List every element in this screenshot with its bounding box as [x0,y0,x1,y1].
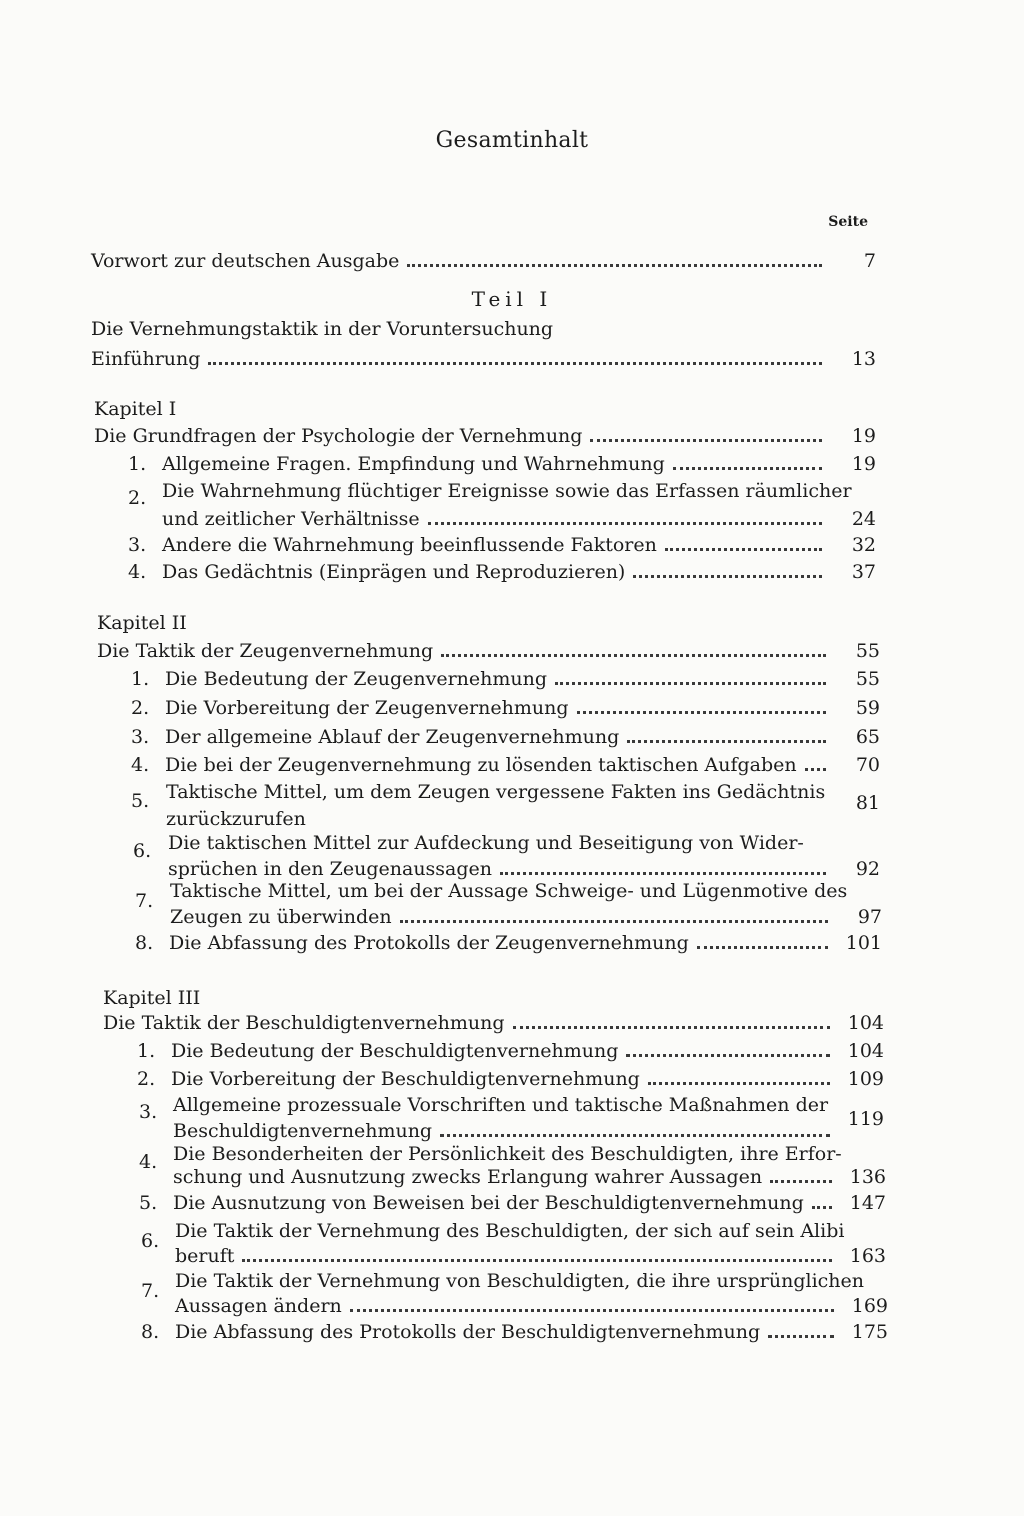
toc-item [141,1321,888,1343]
page-title: Gesamtinhalt [435,128,589,153]
toc-entry-text: Aussagen ändern [175,1295,342,1317]
toc-item [128,534,876,556]
toc-item [139,1192,886,1214]
toc-page-number: 104 [847,1012,884,1034]
toc-entry-text: zurückzurufen [166,808,306,830]
toc-entry-text: Die Vorbereitung der Zeugenvernehmung [165,697,569,719]
toc-page-number: 24 [851,508,876,530]
toc-page-number: 147 [849,1192,886,1214]
chapter-label: Kapitel III [103,987,201,1009]
toc-entry-text: Die Vorbereitung der Beschuldigtenvernehmung [171,1068,640,1090]
item-number: 4. [131,754,150,776]
leader-dots [440,1134,830,1137]
toc-item-number: 2. [128,487,147,509]
toc-item-first-line: Die Wahrnehmung flüchtiger Ereignisse sowie das Erfassen räumlicher [162,480,852,502]
toc-item [175,1295,888,1317]
item-number: 3. [128,534,147,556]
toc-entry-text: Die Abfassung des Protokolls der Beschuldigtenvernehmung [175,1321,761,1343]
toc-page-number: 7 [863,250,876,272]
toc-page-number: 101 [845,932,882,954]
toc-entry-text: Andere die Wahrnehmung beeinflussende Faktoren [162,534,657,556]
toc-item-first-line: Die Taktik der Vernehmung von Beschuldigten, die ihre ursprünglichen [175,1270,865,1292]
toc-page-number: 65 [855,726,880,748]
item-number: 3. [131,726,150,748]
toc-page-number: 136 [849,1166,886,1188]
toc-item-number: 6. [133,840,152,862]
toc-page-number: 104 [847,1040,884,1062]
leader-dots [555,682,826,685]
toc-item-first-line: Die Besonderheiten der Persönlichkeit des Beschuldigten, ihre Erfor- [173,1143,842,1165]
toc-item [173,1108,884,1142]
toc-entry-einfuehrung [91,348,876,370]
toc-item-number: 4. [139,1151,158,1173]
toc-entry-text: sprüchen in den Zeugenaussagen [168,858,493,880]
item-number: 8. [135,932,154,954]
toc-page-number: 175 [851,1321,888,1343]
toc-item-first-line: Taktische Mittel, um dem Zeugen vergessene Fakten ins Gedächtnis [166,781,826,803]
item-number: 5. [139,1192,158,1214]
toc-item [128,561,876,583]
toc-entry-text: Die Ausnutzung von Beweisen bei der Beschuldigtenvernehmung [173,1192,804,1214]
toc-page-number: 109 [847,1068,884,1090]
chapter-title-entry [103,1012,884,1034]
leader-dots [633,575,822,578]
leader-dots [805,768,826,771]
toc-entry-vorwort [91,250,876,272]
toc-page-number: 19 [851,425,876,447]
leader-dots [242,1259,832,1262]
toc-page-number: 92 [855,858,880,880]
leader-dots [500,872,826,875]
toc-item [131,726,880,748]
chapter-title-entry [97,640,880,662]
toc-entry-text: und zeitlicher Verhältnisse [162,508,420,530]
leader-dots [626,1054,830,1057]
toc-page-number: 81 [855,792,880,814]
toc-item-first-line: Die taktischen Mittel zur Aufdeckung und Beseitigung von Wider- [168,832,804,854]
toc-item [137,1040,884,1062]
toc-entry-text: Vorwort zur deutschen Ausgabe [91,250,400,272]
toc-item [168,858,880,880]
toc-entry-text: Das Gedächtnis (Einprägen und Reproduzieren) [162,561,626,583]
toc-item [131,754,880,776]
toc-entry-text: Der allgemeine Ablauf der Zeugenvernehmung [165,726,620,748]
leader-dots [513,1026,830,1029]
toc-page-number: 13 [851,348,876,370]
toc-item-number: 6. [141,1230,160,1252]
toc-item [135,932,882,954]
toc-entry-text: Die bei der Zeugenvernehmung zu lösenden taktischen Aufgaben [165,754,797,776]
item-number: 1. [131,668,150,690]
item-number: 2. [137,1068,156,1090]
toc-item [162,508,876,530]
leader-dots [208,362,822,365]
toc-page-number: 119 [847,1108,884,1130]
toc-item [170,906,882,928]
toc-entry-text: Zeugen zu überwinden [170,906,392,928]
toc-page-number: 70 [855,754,880,776]
leader-dots [350,1309,834,1312]
toc-item-number: 7. [141,1280,160,1302]
item-number: 1. [128,453,147,475]
toc-entry-text: Die Taktik der Zeugenvernehmung [97,640,434,662]
leader-dots [441,654,826,657]
toc-entry-text: Die Bedeutung der Zeugenvernehmung [165,668,548,690]
leader-dots [812,1206,832,1209]
leader-dots [648,1082,830,1085]
item-number: 8. [141,1321,160,1343]
toc-item [131,697,880,719]
toc-entry-text: schung und Ausnutzung zwecks Erlangung wahrer Aussagen [173,1166,763,1188]
toc-page-number: 55 [855,640,880,662]
toc-item [175,1245,886,1267]
leader-dots [697,946,828,949]
leader-dots [577,711,827,714]
toc-entry-text: Die Bedeutung der Beschuldigtenvernehmung [171,1040,619,1062]
item-number: 2. [131,697,150,719]
toc-page-number: 59 [855,697,880,719]
leader-dots [768,1335,834,1338]
toc-page-number: 19 [851,453,876,475]
toc-item-number: 5. [131,790,150,812]
toc-entry-text: Die Grundfragen der Psychologie der Vernehmung [94,425,583,447]
part-heading: Teil I [471,287,553,311]
toc-item [137,1068,884,1090]
leader-dots [428,522,822,525]
toc-page-number: 97 [857,906,882,928]
toc-page-number: 32 [851,534,876,556]
toc-item [173,1166,886,1188]
leader-dots [400,920,828,923]
toc-item [131,668,880,690]
toc-item-number: 3. [139,1101,158,1123]
toc-entry-text: Allgemeine Fragen. Empfindung und Wahrnehmung [162,453,665,475]
toc-entry-text: beruft [175,1245,235,1267]
toc-item-first-line: Taktische Mittel, um bei der Aussage Schweige- und Lügenmotive des [170,880,848,902]
leader-dots [627,740,826,743]
chapter-label: Kapitel I [94,398,177,420]
page-column-label: Seite [828,214,868,230]
toc-page-number: 169 [851,1295,888,1317]
leader-dots [665,548,822,551]
leader-dots [407,264,822,267]
toc-page-number: 55 [855,668,880,690]
toc-item-first-line: Die Taktik der Vernehmung des Beschuldigten, der sich auf sein Alibi [175,1220,845,1242]
toc-page-number: 37 [851,561,876,583]
chapter-label: Kapitel II [97,612,187,634]
toc-entry-text: Die Taktik der Beschuldigtenvernehmung [103,1012,505,1034]
toc-page-number: 163 [849,1245,886,1267]
toc-entry-text: Einführung [91,348,201,370]
leader-dots [770,1180,832,1183]
part-title: Die Vernehmungstaktik in der Voruntersuchung [91,318,554,340]
leader-dots [590,439,822,442]
toc-item-first-line: Allgemeine prozessuale Vorschriften und taktische Maßnahmen der [173,1094,829,1116]
leader-dots [673,467,822,470]
toc-item-number: 7. [135,890,154,912]
chapter-title-entry [94,425,876,447]
item-number: 4. [128,561,147,583]
toc-item [128,453,876,475]
toc-entry-text: Beschuldigtenvernehmung [173,1120,433,1142]
item-number: 1. [137,1040,156,1062]
toc-entry-text: Die Abfassung des Protokolls der Zeugenvernehmung [169,932,689,954]
